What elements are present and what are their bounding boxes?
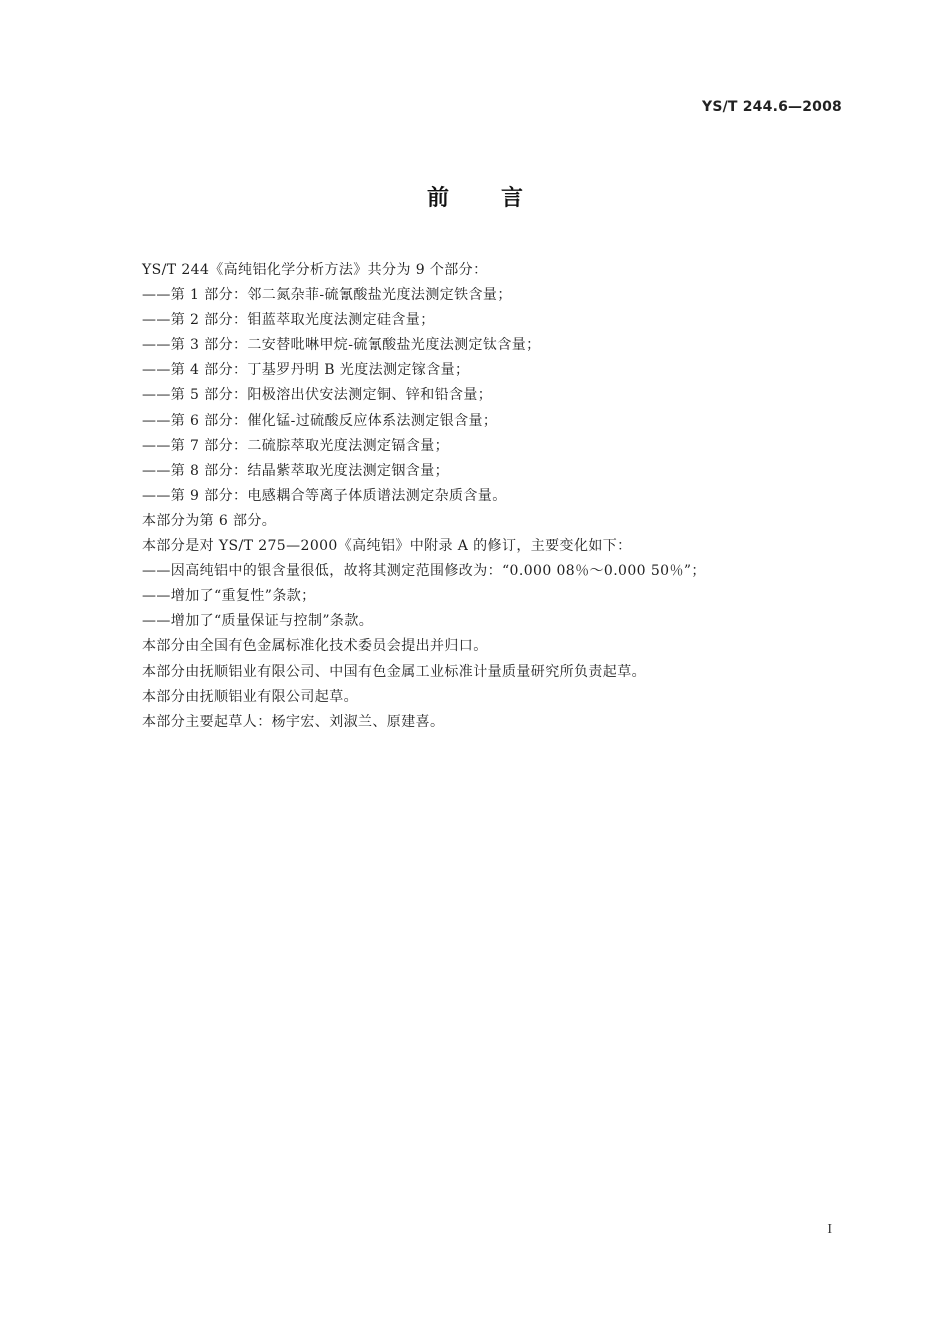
this-part-statement: 本部分为第 6 部分。 <box>142 512 277 529</box>
change-item-2: ——增加了“重复性”条款； <box>142 588 316 605</box>
page-title <box>0 181 950 212</box>
part-list-item-5: ——第 5 部分：阳极溶出伏安法测定铜、锌和铅含量； <box>142 387 493 404</box>
page-number: I <box>827 1222 832 1237</box>
part-list-item-1: ——第 1 部分：邻二氮杂菲-硫氰酸盐光度法测定铁含量； <box>142 287 512 304</box>
proposer-statement: 本部分由全国有色金属标准化技术委员会提出并归口。 <box>142 638 488 655</box>
part-list-item-8: ——第 8 部分：结晶紫萃取光度法测定铟含量； <box>142 462 450 479</box>
part-list-item-2: ——第 2 部分：钼蓝萃取光度法测定硅含量； <box>142 312 435 329</box>
part-list-item-9: ——第 9 部分：电感耦合等离子体质谱法测定杂质含量。 <box>142 487 507 504</box>
part-list-item-6: ——第 6 部分：催化锰-过硫酸反应体系法测定银含量； <box>142 412 498 429</box>
part-list-item-7: ——第 7 部分：二硫腙萃取光度法测定镉含量； <box>142 437 450 454</box>
part-list-item-4: ——第 4 部分：丁基罗丹明 B 光度法测定镓含量； <box>142 362 470 379</box>
responsible-drafter-statement: 本部分由抚顺铝业有限公司、中国有色金属工业标准计量质量研究所负责起草。 <box>142 663 646 680</box>
main-drafters-statement: 本部分主要起草人：杨宇宏、刘淑兰、原建喜。 <box>142 713 445 730</box>
change-item-3: ——增加了“质量保证与控制”条款。 <box>142 613 374 630</box>
part-list-item-3: ——第 3 部分：二安替吡啉甲烷-硫氰酸盐光度法测定钛含量； <box>142 337 541 354</box>
drafter-statement: 本部分由抚顺铝业有限公司起草。 <box>142 688 358 705</box>
intro-line: YS/T 244《高纯铝化学分析方法》共分为 9 个部分： <box>142 262 488 278</box>
foreword-body <box>142 258 862 735</box>
change-item-1: ——因高纯铝中的银含量很低，故将其测定范围修改为：“0.000 08％～0.000 50％”； <box>142 563 706 580</box>
page-title-char-1: 前 <box>426 186 449 211</box>
revision-statement: 本部分是对 YS/T 275—2000《高纯铝》中附录 A 的修订，主要变化如下： <box>142 538 632 555</box>
document-code: YS/T 244.6—2008 <box>701 99 842 115</box>
page-title-char-2: 言 <box>501 186 524 211</box>
